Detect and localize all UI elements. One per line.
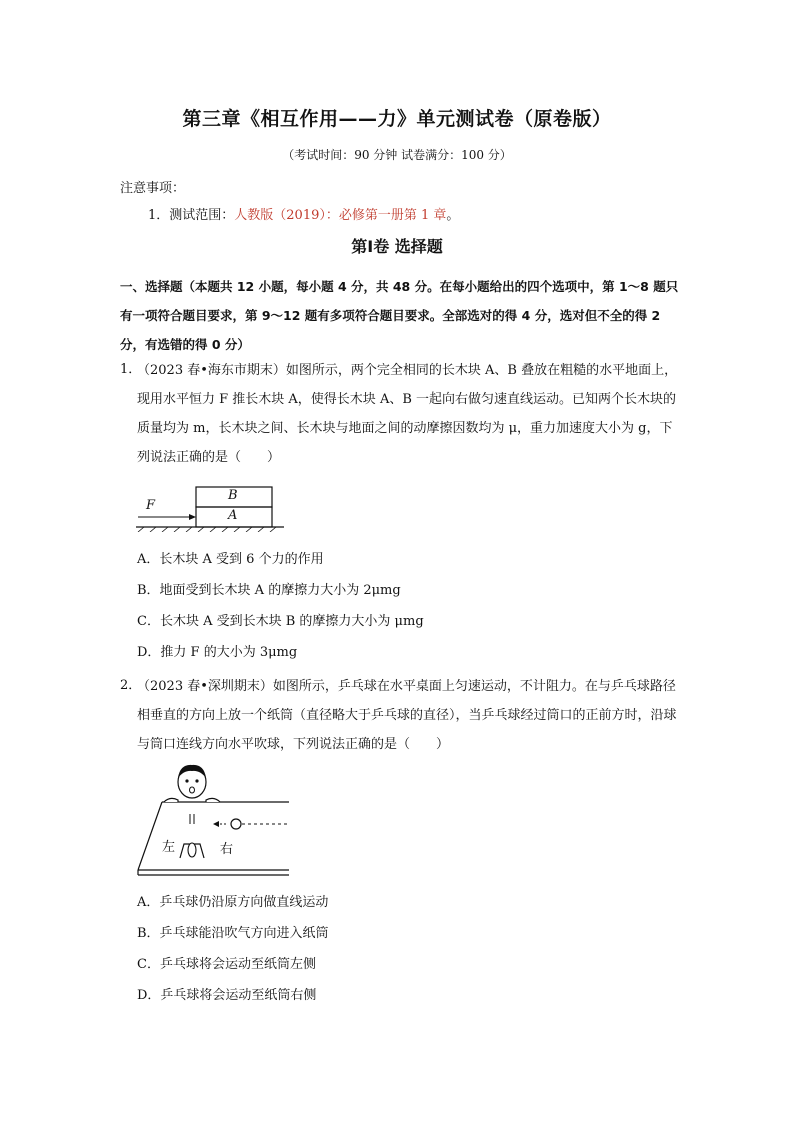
notice-scope: 人教版（2019）：必修第一册第 1 章 [234,208,447,223]
section-instructions: 一、选择题（本题共 12 小题，每小题 4 分，共 48 分。在每小题给出的四个选项中，第 1～8 题只有一项符合题目要求，第 9～12 题有多项符合题目要求。全部选对的得 4 分，选对但不全的得 2 分，有选错的得 0 分） [120,279,679,352]
question-1-text: （2023 春•海东市期末）如图所示，两个完全相同的长木块 A、B 叠放在粗糙的水平地面上，现用水平恒力 F 推长木块 A，使得长木块 A、B 一起向右做匀速直线运动。已知两个长木块的质量均为 m，长木块之间、长木块与地面之间的动摩擦因数均为 μ，重力加速度大小为 g，下列说法正确的是（ ） [137,363,678,465]
question-1-figure [134,482,294,532]
question-1-option-a: A．长木块 A 受到 6 个力的作用 [137,552,324,567]
question-2-option-b: B．乒乓球能沿吹气方向进入纸筒 [137,926,329,941]
force-label: F [146,498,156,513]
section-title: 第Ⅰ卷 选择题 [351,237,443,256]
question-2-number: 2． [120,678,142,693]
question-2-option-a: A．乒乓球仍沿原方向做直线运动 [137,895,329,910]
exam-info: （考试时间：90 分钟 试卷满分：100 分） [282,148,512,162]
notice-heading: 注意事项： [120,181,186,196]
question-2-figure [134,762,294,880]
question-2-option-d: D．乒乓球将会运动至纸筒右侧 [137,988,317,1003]
question-1-option-d: D．推力 F 的大小为 3μmg [137,645,298,660]
question-1-number: 1． [120,362,142,377]
page-title: 第三章《相互作用——力》单元测试卷（原卷版） [182,108,612,130]
block-b-label: B [228,488,238,503]
question-1-option-b: B．地面受到长木块 A 的摩擦力大小为 2μmg [137,583,401,598]
notice-item [148,204,459,223]
question-1-option-c: C．长木块 A 受到长木块 B 的摩擦力大小为 μmg [137,614,424,629]
left-label: 左 [162,840,176,855]
right-label: 右 [220,842,234,857]
ping-pong-diagram [134,762,294,880]
notice-item-suffix: 。 [446,208,460,223]
question-2-text: （2023 春•深圳期末）如图所示，乒乓球在水平桌面上匀速运动，不计阻力。在与乒乓球路径相垂直的方向上放一个纸筒（直径略大于乒乓球的直径），当乒乓球经过筒口的正前方时，沿球与筒口连线方向水平吹球，下列说法正确的是（ ） [137,679,677,752]
blocks-diagram [134,482,294,532]
question-2-option-c: C．乒乓球将会运动至纸筒左侧 [137,957,316,972]
block-a-label: A [228,508,238,523]
notice-item-prefix: 1．测试范围： [148,208,235,223]
